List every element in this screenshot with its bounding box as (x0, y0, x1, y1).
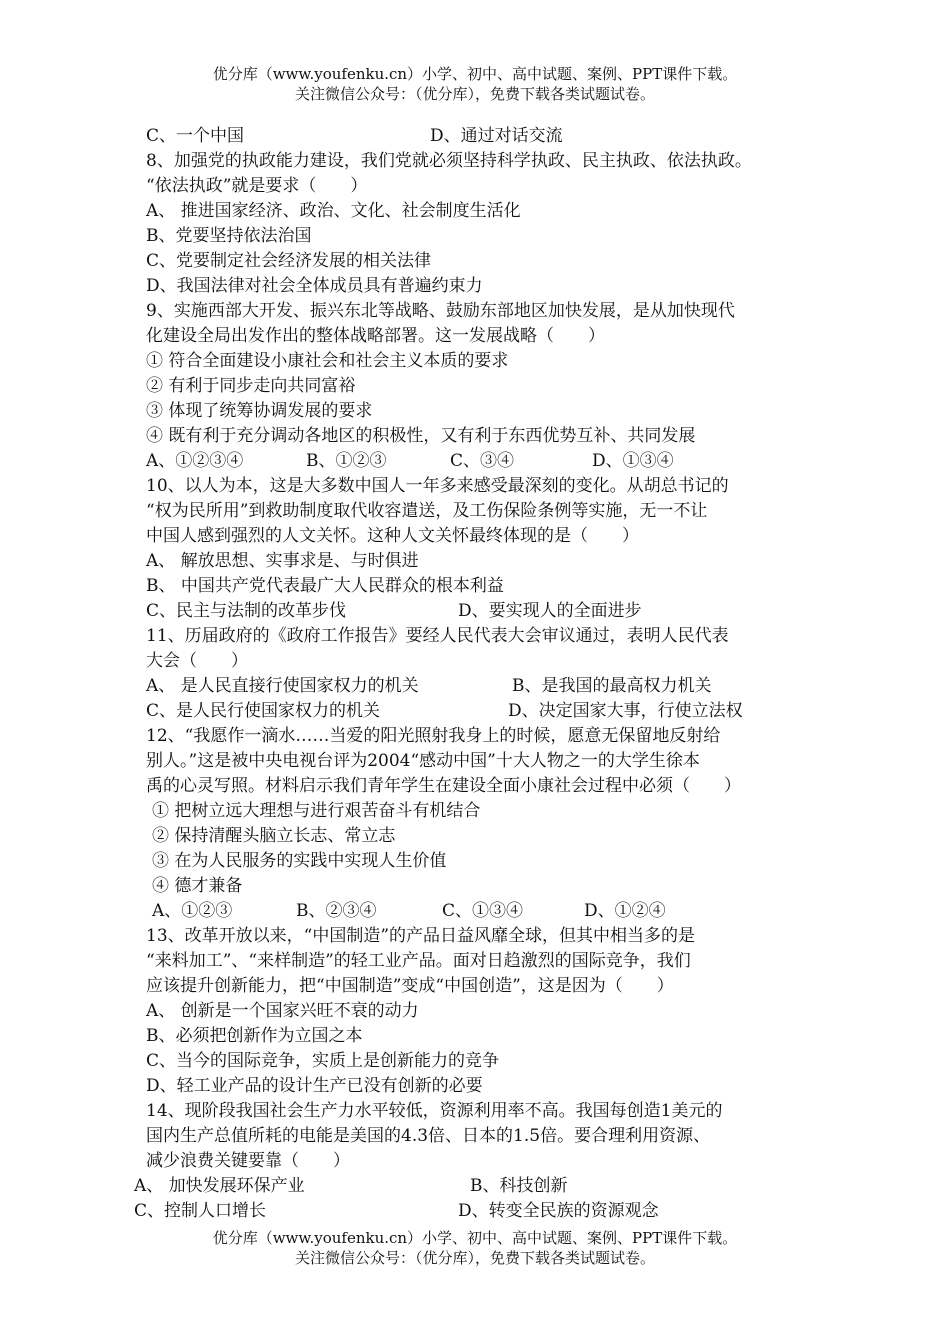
q11-option-b: B、是我国的最高权力机关 (512, 676, 712, 696)
q8-option-d: D、我国法律对社会全体成员具有普遍约束力 (146, 276, 483, 296)
q10-stem-3: 中国人感到强烈的人文关怀。这种人文关怀最终体现的是（ ） (146, 526, 639, 546)
q12-statement-3: ③ 在为人民服务的实践中实现人生价值 (152, 851, 447, 871)
q9-stem-1: 9、实施西部大开发、振兴东北等战略、鼓励东部地区加快发展，是从加快现代 (146, 301, 735, 321)
page-footer (0, 1228, 950, 1268)
q12-option-a: A、①②③ (152, 901, 233, 921)
q10-option-d: D、要实现人的全面进步 (458, 601, 642, 621)
q9-option-a: A、①②③④ (146, 451, 244, 471)
q9-stem-2: 化建设全局出发作出的整体战略部署。这一发展战略（ ） (146, 326, 605, 346)
q12-statement-1: ① 把树立远大理想与进行艰苦奋斗有机结合 (152, 801, 481, 821)
header-line-2: 关注微信公众号：（优分库），免费下载各类试题试卷。 (294, 85, 655, 103)
q9-option-c: C、③④ (450, 451, 515, 471)
q8-option-c: C、党要制定社会经济发展的相关法律 (146, 251, 432, 271)
q13-stem-1: 13、改革开放以来，“中国制造”的产品日益风靡全球，但其中相当多的是 (146, 926, 696, 946)
q7-option-d: D、通过对话交流 (430, 126, 563, 146)
q10-option-c: C、民主与法制的改革步伐 (146, 601, 347, 621)
q9-statement-2: ② 有利于同步走向共同富裕 (146, 376, 356, 396)
q11-option-a: A、 是人民直接行使国家权力的机关 (146, 676, 419, 696)
q14-option-b: B、科技创新 (470, 1176, 568, 1196)
q12-statement-2: ② 保持清醒头脑立长志、常立志 (152, 826, 396, 846)
q9-statement-4: ④ 既有利于充分调动各地区的积极性，又有利于东西优势互补、共同发展 (146, 426, 696, 446)
q10-stem-1: 10、以人为本，这是大多数中国人一年多来感受最深刻的变化。从胡总书记的 (146, 476, 729, 496)
q8-option-a: A、 推进国家经济、政治、文化、社会制度生活化 (146, 201, 521, 221)
q13-option-b: B、必须把创新作为立国之本 (146, 1026, 363, 1046)
q12-option-d: D、①②④ (584, 901, 666, 921)
q13-option-d: D、轻工业产品的设计生产已没有创新的必要 (146, 1076, 483, 1096)
footer-line-1: 优分库（www.youfenku.cn）小学、初中、高中试题、案例、PPT课件下载。 (212, 1229, 738, 1247)
q13-option-c: C、当今的国际竞争，实质上是创新能力的竞争 (146, 1051, 500, 1071)
q13-stem-3: 应该提升创新能力，把“中国制造”变成“中国创造”，这是因为（ ） (146, 976, 674, 996)
page-header (0, 64, 950, 104)
q14-stem-3: 减少浪费关键要靠（ ） (146, 1151, 350, 1171)
q11-stem-1: 11、历届政府的《政府工作报告》要经人民代表大会审议通过，表明人民代表 (146, 626, 729, 646)
header-line-1: 优分库（www.youfenku.cn）小学、初中、高中试题、案例、PPT课件下载。 (212, 65, 738, 83)
q14-stem-1: 14、现阶段我国社会生产力水平较低，资源利用率不高。我国每创造1美元的 (146, 1101, 723, 1121)
q7-option-c: C、一个中国 (146, 126, 245, 146)
q9-option-d: D、①③④ (592, 451, 674, 471)
q11-stem-2: 大会（ ） (146, 651, 248, 671)
footer-line-2: 关注微信公众号：（优分库），免费下载各类试题试卷。 (294, 1249, 655, 1267)
q12-stem-1: 12、“我愿作一滴水……当爱的阳光照射我身上的时候，愿意无保留地反射给 (146, 726, 721, 746)
q8-stem-1: 8、加强党的执政能力建设，我们党就必须坚持科学执政、民主执政、依法执政。 (146, 151, 752, 171)
q11-option-d: D、决定国家大事，行使立法权 (508, 701, 743, 721)
q12-option-b: B、②③④ (296, 901, 377, 921)
q12-option-c: C、①③④ (442, 901, 524, 921)
q9-statement-1: ① 符合全面建设小康社会和社会主义本质的要求 (146, 351, 509, 371)
q9-option-b: B、①②③ (306, 451, 387, 471)
q8-option-b: B、党要坚持依法治国 (146, 226, 312, 246)
q14-option-a: A、 加快发展环保产业 (134, 1176, 305, 1196)
q14-option-c: C、控制人口增长 (134, 1201, 267, 1221)
q10-option-a: A、 解放思想、实事求是、与时俱进 (146, 551, 419, 571)
q8-stem-2: “依法执政”就是要求（ ） (146, 176, 368, 196)
q12-stem-3: 禹的心灵写照。材料启示我们青年学生在建设全面小康社会过程中必须（ ） (146, 776, 741, 796)
q14-stem-2: 国内生产总值所耗的电能是美国的4.3倍、日本的1.5倍。要合理利用资源、 (146, 1126, 711, 1146)
q13-option-a: A、 创新是一个国家兴旺不衰的动力 (146, 1001, 419, 1021)
q9-statement-3: ③ 体现了统筹协调发展的要求 (146, 401, 373, 421)
q12-statement-4: ④ 德才兼备 (152, 876, 243, 896)
q10-option-b: B、 中国共产党代表最广大人民群众的根本利益 (146, 576, 504, 596)
q13-stem-2: “来料加工”、“来样制造”的轻工业产品。面对日趋激烈的国际竞争，我们 (146, 951, 691, 971)
q12-stem-2: 别人。”这是被中央电视台评为2004“感动中国”十大人物之一的大学生徐本 (146, 751, 700, 771)
q11-option-c: C、是人民行使国家权力的机关 (146, 701, 381, 721)
q10-stem-2: “权为民所用”到救助制度取代收容遣送，及工伤保险条例等实施，无一不让 (146, 501, 708, 521)
q14-option-d: D、转变全民族的资源观念 (458, 1201, 659, 1221)
